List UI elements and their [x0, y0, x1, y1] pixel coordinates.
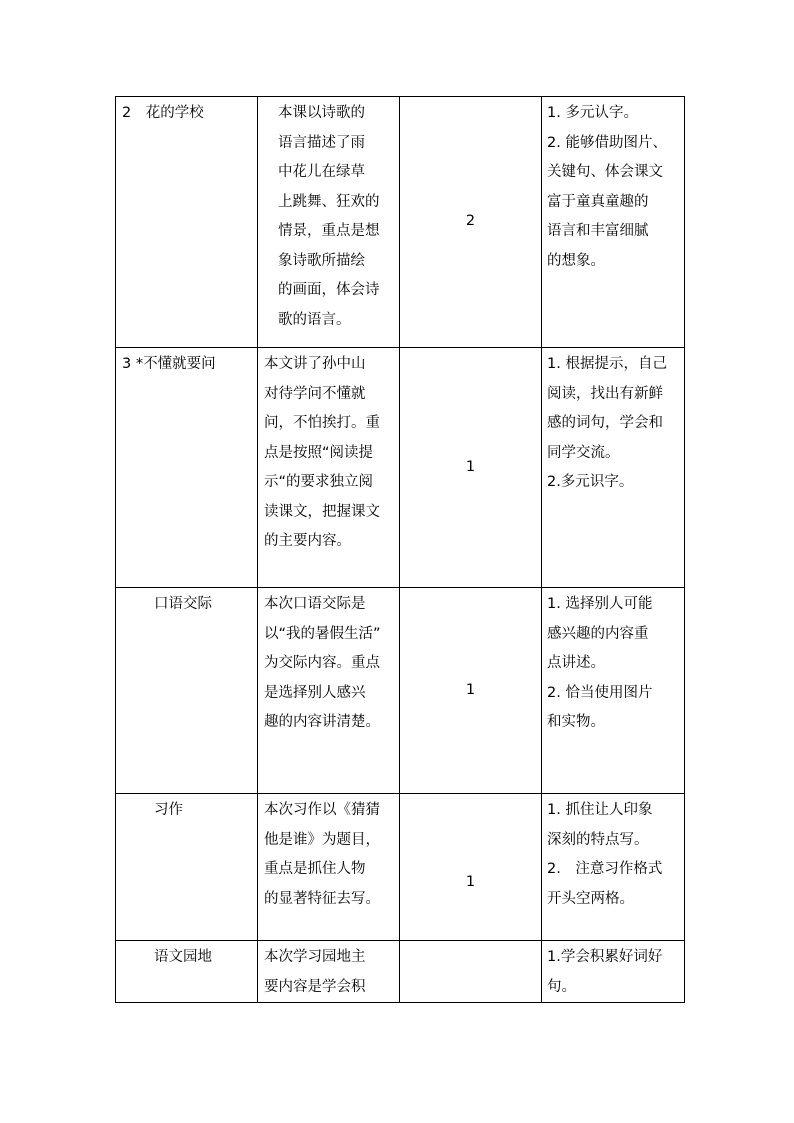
description-line: 的显著特征去写。 [264, 890, 380, 907]
description-line: 他是谁》为题目， [264, 831, 380, 848]
goal-line: 和实物。 [547, 714, 605, 730]
lesson-description [258, 97, 400, 348]
description-line: 对待学问不懂就 [264, 385, 366, 402]
description-line: 本次习作以《猜猜 [264, 802, 380, 818]
goal-line: 阅读，找出有新鲜 [547, 385, 663, 402]
description-line: 语言描述了雨 [278, 134, 365, 151]
goal-line: 2. 恰当使用图片 [547, 684, 653, 701]
goal-line: 1. 多元认字。 [547, 105, 638, 121]
description-line: 重点是抓住人物 [264, 861, 366, 877]
goal-line: 1. 选择别人可能 [547, 596, 653, 612]
description-line: 中花儿在绿草 [278, 164, 365, 180]
lesson-hours: 1 [400, 588, 542, 794]
description-line: 上跳舞、狂欢的 [278, 193, 380, 210]
description-line: 本次口语交际是 [264, 596, 366, 612]
lesson-title: 3 *不懂就要问 [116, 348, 258, 588]
table-row [116, 794, 685, 941]
lesson-plan-table [115, 96, 685, 1003]
goal-line: 开头空两格。 [547, 890, 634, 907]
lesson-hours: 1 [400, 794, 542, 941]
description-line: 是选择别人感兴 [264, 684, 366, 701]
description-line: 点是按照“阅读提 [264, 444, 374, 461]
goal-line: 语言和丰富细腻 [547, 223, 649, 239]
goal-line: 关键句、体会课文 [547, 164, 663, 180]
description-line: 本次学习园地主 [264, 949, 366, 965]
goal-line: 2. 注意习作格式 [547, 861, 663, 877]
lesson-hours: 2 [400, 97, 542, 348]
goal-line: 2. 能够借助图片、 [547, 134, 667, 151]
lesson-hours: 1 [400, 348, 542, 588]
lesson-description [258, 794, 400, 941]
table-row [116, 941, 685, 1003]
description-line: 歌的语言。 [278, 311, 351, 328]
lesson-description [258, 941, 400, 1003]
description-line: 的画面，体会诗 [278, 282, 380, 298]
lesson-hours [400, 941, 542, 1003]
goal-line: 1. 根据提示，自己 [547, 356, 667, 372]
goal-line: 富于童真童趣的 [547, 193, 649, 210]
table-row [116, 97, 685, 348]
goal-line: 1. 抓住让人印象 [547, 802, 653, 818]
goal-line: 1.学会积累好词好 [547, 949, 663, 965]
lesson-title: 习作 [116, 794, 258, 941]
lesson-title: 2 花的学校 [116, 97, 258, 348]
description-line: 读课文，把握课文 [264, 503, 380, 520]
description-line: 本课以诗歌的 [278, 105, 365, 121]
goal-line: 感的词句，学会和 [547, 415, 663, 431]
lesson-title: 语文园地 [116, 941, 258, 1003]
description-line: 以“我的暑假生活” [264, 625, 381, 642]
lesson-goals [542, 97, 685, 348]
table-row [116, 348, 685, 588]
description-line: 示“的要求独立阅 [264, 474, 374, 490]
description-line: 要内容是学会积 [264, 978, 366, 995]
lesson-description [258, 588, 400, 794]
description-line: 本文讲了孙中山 [264, 356, 366, 372]
description-line: 问，不怕挨打。重 [264, 415, 380, 431]
lesson-description [258, 348, 400, 588]
description-line: 情景，重点是想 [278, 223, 380, 239]
goal-line: 深刻的特点写。 [547, 831, 649, 848]
lesson-title: 口语交际 [116, 588, 258, 794]
table-row [116, 588, 685, 794]
description-line: 为交际内容。重点 [264, 655, 380, 671]
description-line: 趣的内容讲清楚。 [264, 714, 380, 730]
goal-line: 点讲述。 [547, 655, 605, 671]
goal-line: 句。 [547, 978, 576, 995]
description-line: 象诗歌所描绘 [278, 252, 365, 269]
goal-line: 同学交流。 [547, 444, 620, 461]
goal-line: 的想象。 [547, 252, 605, 269]
lesson-goals [542, 794, 685, 941]
lesson-goals [542, 588, 685, 794]
lesson-goals [542, 941, 685, 1003]
goal-line: 2.多元识字。 [547, 474, 634, 490]
goal-line: 感兴趣的内容重 [547, 625, 649, 642]
description-line: 的主要内容。 [264, 533, 351, 549]
lesson-goals [542, 348, 685, 588]
